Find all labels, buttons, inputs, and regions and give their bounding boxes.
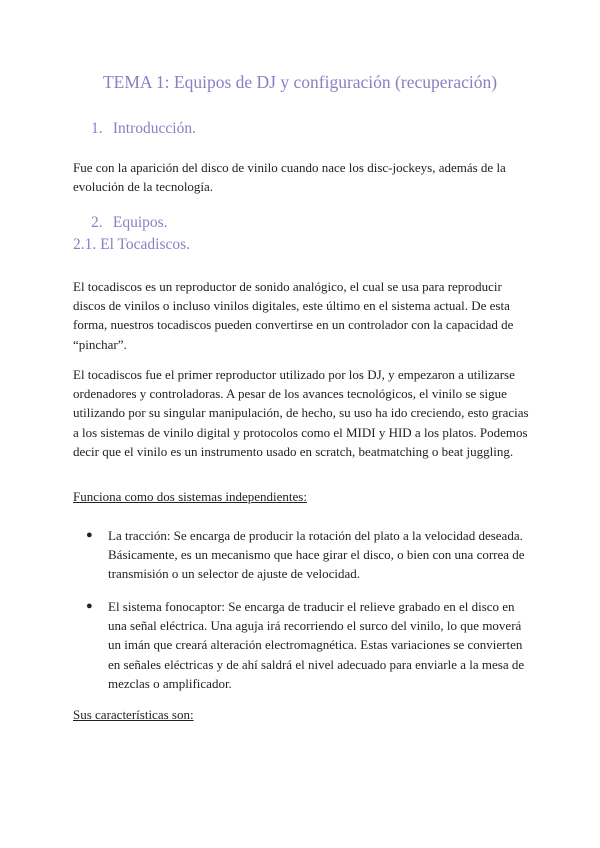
- section-number: 1.: [91, 120, 103, 137]
- list-item-text: La tracción: Se encarga de producir la rotación del plato a la velocidad deseada. Básicamente, es un mecanismo que hace girar el disco, o bien con una correa de transmisión o un selector de ajuste de velocidad.: [108, 528, 525, 582]
- bullet-icon: ●: [86, 529, 93, 541]
- list-item-text: El sistema fonocaptor: Se encarga de traducir el relieve grabado en el disco en una señal eléctrica. Una aguja irá recorriendo el surco del vinilo, lo que moverá un imán que creará alteración electromagnética. Estas variaciones se convierten en señales eléctricas y de ahí saldrá el nivel adecuado para enviarle a la mesa de mezclas o amplificador.: [108, 599, 525, 691]
- section-label: Introducción.: [112, 120, 196, 137]
- intro-paragraph: Fue con la aparición del disco de vinilo cuando nace los disc-jockeys, además de la evolución de la tecnología.: [73, 160, 506, 195]
- characteristics-heading: Sus características son:: [73, 707, 194, 722]
- bullet-icon: ●: [86, 600, 93, 612]
- document-title: TEMA 1: Equipos de DJ y configuración (recuperación): [102, 72, 498, 92]
- section-heading-introduction: [91, 120, 196, 138]
- subsection-heading: 2.1. El Tocadiscos.: [73, 236, 191, 253]
- section-number: 2.: [91, 214, 103, 231]
- turntable-paragraph-2: El tocadiscos fue el primer reproductor utilizado por los DJ, y empezaron a utilizarse ordenadores y controladoras. A pesar de los avances tecnológicos, el vinilo se sigue utilizando por su singular manipulación, de hecho, su uso ha ido creciendo, esto gracias a los sistemas de vinilo digital y protocolos como el MIDI y HID a los platos. Podemos decir que el vinilo es un instrumento usado en scratch, beatmatching o beat juggling.: [73, 367, 529, 459]
- systems-heading: Funciona como dos sistemas independientes:: [73, 489, 307, 504]
- section-heading-equipment: [91, 214, 168, 232]
- turntable-paragraph-1: El tocadiscos es un reproductor de sonido analógico, el cual se usa para reproducir discos de vinilos o incluso vinilos digitales, este último en el sistema actual. De esta forma, nuestros tocadiscos pueden convertirse en un controlador con la capacidad de “pinchar”.: [73, 279, 514, 352]
- section-label: Equipos.: [112, 214, 168, 231]
